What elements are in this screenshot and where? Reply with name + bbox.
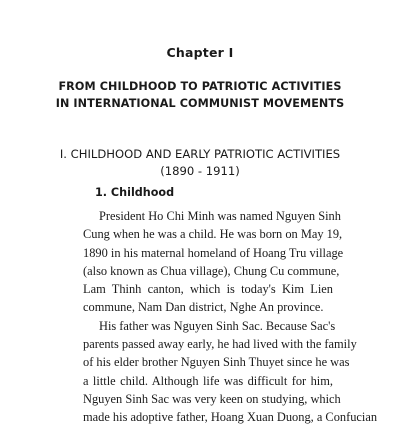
paragraph-line: made his adoptive father, Hoang Xuan Duong, a Confucian [83,410,378,425]
chapter-title-line: IN INTERNATIONAL COMMUNIST MOVEMENTS [55,96,345,110]
section-title-line: (1890 - 1911) [160,164,240,178]
paragraph-line: Cung when he was a child. He was born on May 19, [83,227,343,242]
section-title-line: I. CHILDHOOD AND EARLY PATRIOTIC ACTIVITIES [59,147,341,161]
paragraph-line: a little child. Although life was difficult for him, [83,373,333,388]
paragraph-line: (also known as Chua village), Chung Cu commune, [83,263,340,278]
paragraph-line: His father was Nguyen Sinh Sac. Because Sac's [99,318,336,333]
paragraph-line: commune, Nam Dan district, Nghe An province. [83,300,324,315]
chapter-label: Chapter I [166,45,234,60]
paragraph-line: of his elder brother Nguyen Sinh Thuyet since he was [83,355,350,370]
paragraph-line: President Ho Chi Minh was named Nguyen Sinh [99,209,341,223]
subsection-title: 1. Childhood [95,186,175,199]
chapter-title [40,79,360,112]
paragraph-line: 1890 in his maternal homeland of Hoang Tru village [83,245,344,260]
chapter-title-line: FROM CHILDHOOD TO PATRIOTIC ACTIVITIES [58,80,342,93]
paragraph-line: Lam Thinh canton, which is today's Kim Lien [83,282,333,297]
section-title [40,146,360,180]
paragraph-line: parents passed away early, he had lived with the family [83,337,357,352]
body-text [83,207,378,427]
paragraph-line: Nguyen Sinh Sac was very keen on studying, which [83,391,341,406]
